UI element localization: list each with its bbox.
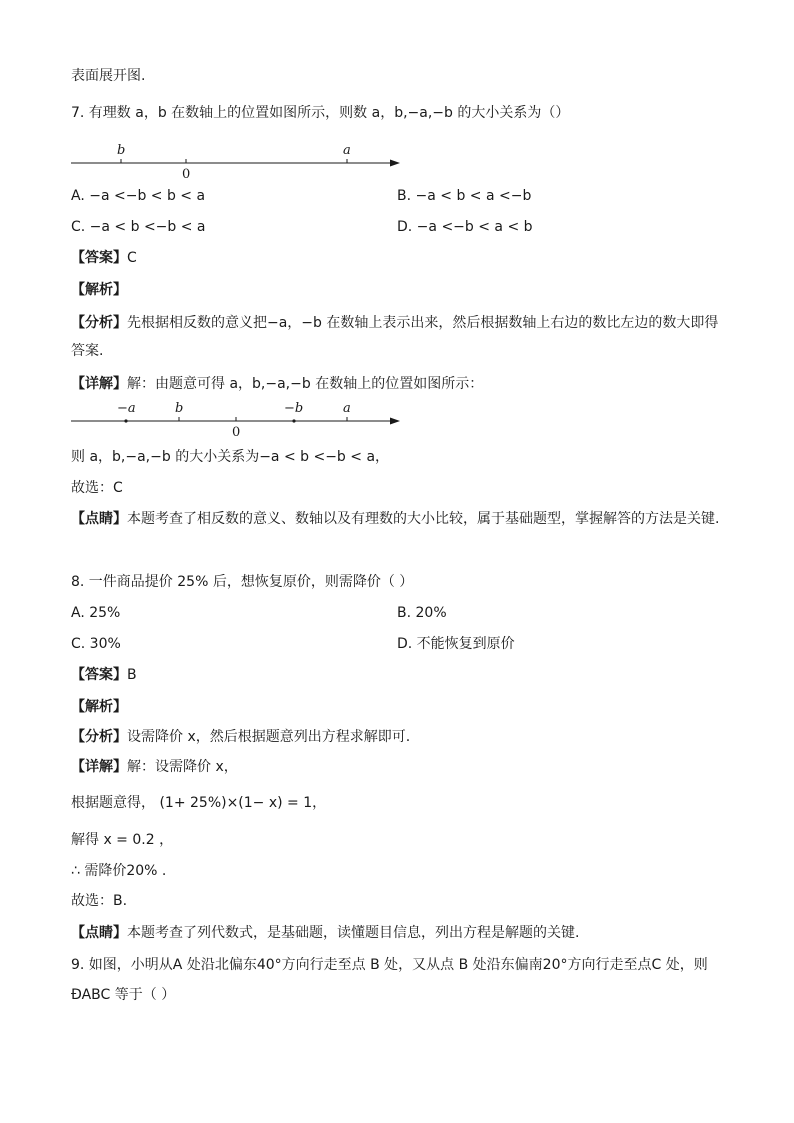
q8-answer-value: B: [127, 667, 137, 683]
q7-choose: 故选：C: [71, 480, 123, 496]
number-line-2: [66, 398, 406, 440]
nl2-label-b: b: [175, 401, 184, 416]
nl1-label-zero: 0: [182, 167, 191, 182]
q7-fenxi-tag: 【分析】: [71, 315, 127, 331]
q8-equation: 根据题意得， (1+ 25%)×(1− x) = 1，: [71, 795, 327, 811]
q8-fenxi-text: 设需降价 x，然后根据题意列出方程求解即可.: [127, 729, 411, 745]
q7-xiangjie-text: 解：由题意可得 a，b,−a,−b 在数轴上的位置如图所示：: [127, 376, 484, 392]
q8-fenxi: [71, 727, 410, 747]
question-9-line-1: 9. 如图，小明从A 处沿北偏东40°方向行走至点 B 处，又从点 B 处沿东偏南20°方向行走至点C 处，则: [71, 957, 708, 973]
q8-dianjing: [71, 923, 579, 943]
question-8: 8. 一件商品提价 25% 后，想恢复原价，则需降价（ ）: [71, 574, 414, 590]
q7-dianjing-tag: 【点睛】: [71, 511, 127, 527]
q8-answer-tag: 【答案】: [71, 667, 127, 683]
q7-xiangjie: [71, 374, 483, 394]
q7-dianjing-text: 本题考查了相反数的意义、数轴以及有理数的大小比较，属于基础题型，掌握解答的方法是关键.: [127, 511, 720, 527]
q8-option-b: B. 20%: [397, 605, 447, 621]
q8-therefore: ∴ 需降价20% .: [71, 863, 167, 879]
nl1-label-b: b: [117, 143, 126, 158]
q7-option-b: B. −a < b < a <−b: [397, 188, 532, 204]
q8-xiangjie-tag: 【详解】: [71, 759, 127, 775]
q8-dianjing-tag: 【点睛】: [71, 925, 127, 941]
q7-analysis-tag: 【解析】: [71, 282, 127, 298]
q7-option-a: A. −a <−b < b < a: [71, 188, 206, 204]
q8-option-a: A. 25%: [71, 605, 121, 621]
nl1-label-a: a: [343, 143, 351, 158]
q7-answer-value: C: [127, 250, 137, 266]
q7-xiangjie-tag: 【详解】: [71, 376, 127, 392]
q8-dianjing-text: 本题考查了列代数式，是基础题，读懂题目信息，列出方程是解题的关键.: [127, 925, 580, 941]
q7-answer: [71, 248, 137, 268]
q7-option-d: D. −a <−b < a < b: [397, 219, 533, 235]
intro-line: 表面展开图.: [71, 68, 146, 84]
q8-analysis-tag: 【解析】: [71, 699, 127, 715]
q8-option-d: D. 不能恢复到原价: [397, 636, 515, 652]
q8-xiangjie: [71, 757, 238, 777]
question-9-line-2: ĐABC 等于（ ）: [71, 987, 176, 1003]
nl2-label-a: a: [343, 401, 351, 416]
q7-fenxi-text: 先根据相反数的意义把−a，−b 在数轴上表示出来，然后根据数轴上右边的数比左边的数大即得答案.: [71, 315, 719, 359]
q8-choose: 故选：B.: [71, 893, 128, 909]
q8-xiangjie-text: 解：设需降价 x，: [127, 759, 238, 775]
nl2-label-zero: 0: [232, 425, 241, 440]
q8-solve: 解得 x = 0.2 ，: [71, 832, 174, 848]
nl2-label-neg-a: −a: [117, 401, 136, 416]
question-7: 7. 有理数 a，b 在数轴上的位置如图所示，则数 a，b,−a,−b 的大小关系为（）: [71, 105, 570, 121]
q7-result: 则 a，b,−a,−b 的大小关系为−a < b <−b < a，: [71, 449, 390, 465]
q8-option-c: C. 30%: [71, 636, 121, 652]
number-line-1: [66, 140, 406, 182]
q8-answer: [71, 665, 137, 685]
q8-fenxi-tag: 【分析】: [71, 729, 127, 745]
q7-option-c: C. −a < b <−b < a: [71, 219, 206, 235]
q7-fenxi: [71, 309, 721, 365]
nl2-label-neg-b: −b: [284, 401, 304, 416]
q7-answer-tag: 【答案】: [71, 250, 127, 266]
q7-dianjing: [71, 505, 721, 533]
